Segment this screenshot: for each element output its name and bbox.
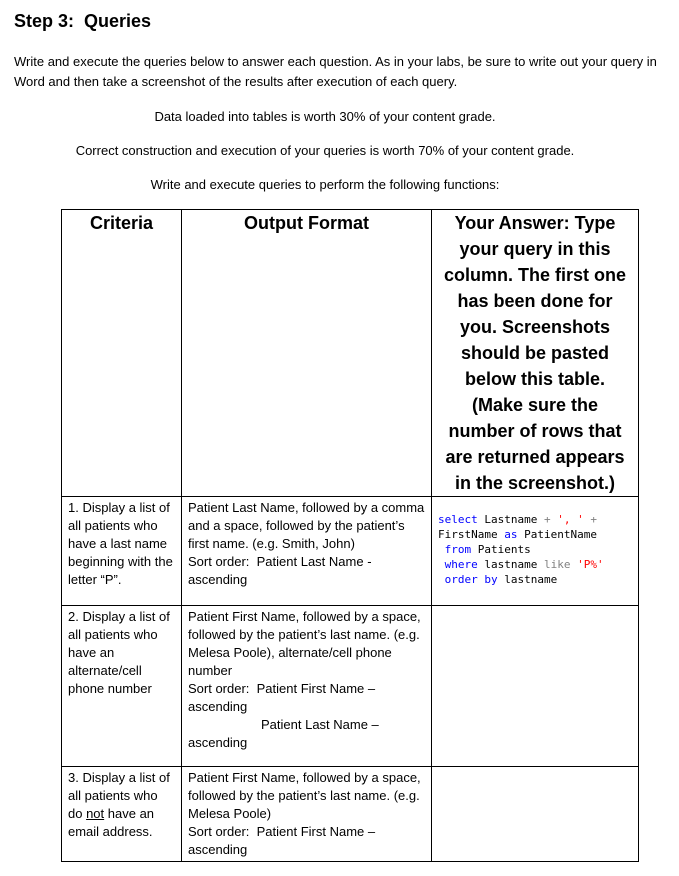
- intro-paragraph: Write and execute the queries below to answer each question. As in your labs, be sure to write out your query in Word and then take a screenshot of the results after execution of each query.: [14, 54, 657, 89]
- output-line: Sort order: Patient First Name – ascending: [188, 681, 379, 714]
- underlined-word: not: [86, 806, 105, 821]
- header-your-answer: Your Answer: Type your query in this column. The first one has been done for you. Screenshots should be pasted below this table. (Make sure the number of rows that are returned appears in the screenshot.): [432, 210, 639, 497]
- table-row: [62, 606, 639, 767]
- grading-queries: Correct construction and execution of your queries is worth 70% of your content grade.: [75, 143, 575, 158]
- criteria-cell: [62, 767, 182, 862]
- table-row: [62, 497, 639, 606]
- output-line: Sort order: Patient Last Name - ascending: [188, 554, 376, 587]
- page-title: Step 3: Queries: [14, 11, 152, 31]
- table-row: [62, 767, 639, 862]
- answer-cell[interactable]: [432, 767, 639, 862]
- criteria-text: 1. Display a list of all patients who have a last name beginning with the letter “P”.: [68, 500, 173, 587]
- answer-cell[interactable]: [432, 606, 639, 767]
- criteria-text: 3. Display a list of all patients who do not have an email address.: [68, 770, 170, 839]
- queries-table: [61, 209, 639, 862]
- output-format-text: [182, 767, 431, 861]
- sql-query: select Lastname + ', ' + FirstName as PatientName from Patients where lastname like 'P%' order by lastname: [438, 513, 604, 586]
- answer-cell[interactable]: [432, 497, 639, 606]
- header-output-format: Output Format: [182, 210, 432, 497]
- criteria-cell: [62, 606, 182, 767]
- output-line: Patient First Name, followed by a space, followed by the patient’s last name. (e.g. Melesa Poole): [188, 770, 425, 821]
- output-format-cell: [182, 497, 432, 606]
- answer-text: [432, 767, 638, 771]
- output-line: Sort order: Patient First Name – ascending: [188, 824, 379, 857]
- output-format-cell: [182, 606, 432, 767]
- header-criteria: Criteria: [62, 210, 182, 497]
- output-format-text: [182, 606, 431, 754]
- criteria-text: 2. Display a list of all patients who have an alternate/cell phone number: [68, 609, 170, 696]
- output-line: Patient First Name, followed by a space, followed by the patient’s last name. (e.g. Melesa Poole), alternate/cell phone number: [188, 609, 425, 678]
- grading-data-loaded: Data loaded into tables is worth 30% of your content grade.: [154, 109, 496, 124]
- output-line: ascending: [188, 735, 248, 750]
- instruction-line: Write and execute queries to perform the following functions:: [150, 177, 500, 192]
- output-line: Patient Last Name –: [261, 717, 379, 732]
- output-format-text: [182, 497, 431, 591]
- output-format-cell: [182, 767, 432, 862]
- answer-text: [432, 606, 638, 610]
- output-line: Patient Last Name, followed by a comma and a space, followed by the patient’s first name. (e.g. Smith, John): [188, 500, 428, 551]
- table-header-row: [62, 210, 639, 497]
- criteria-cell: [62, 497, 182, 606]
